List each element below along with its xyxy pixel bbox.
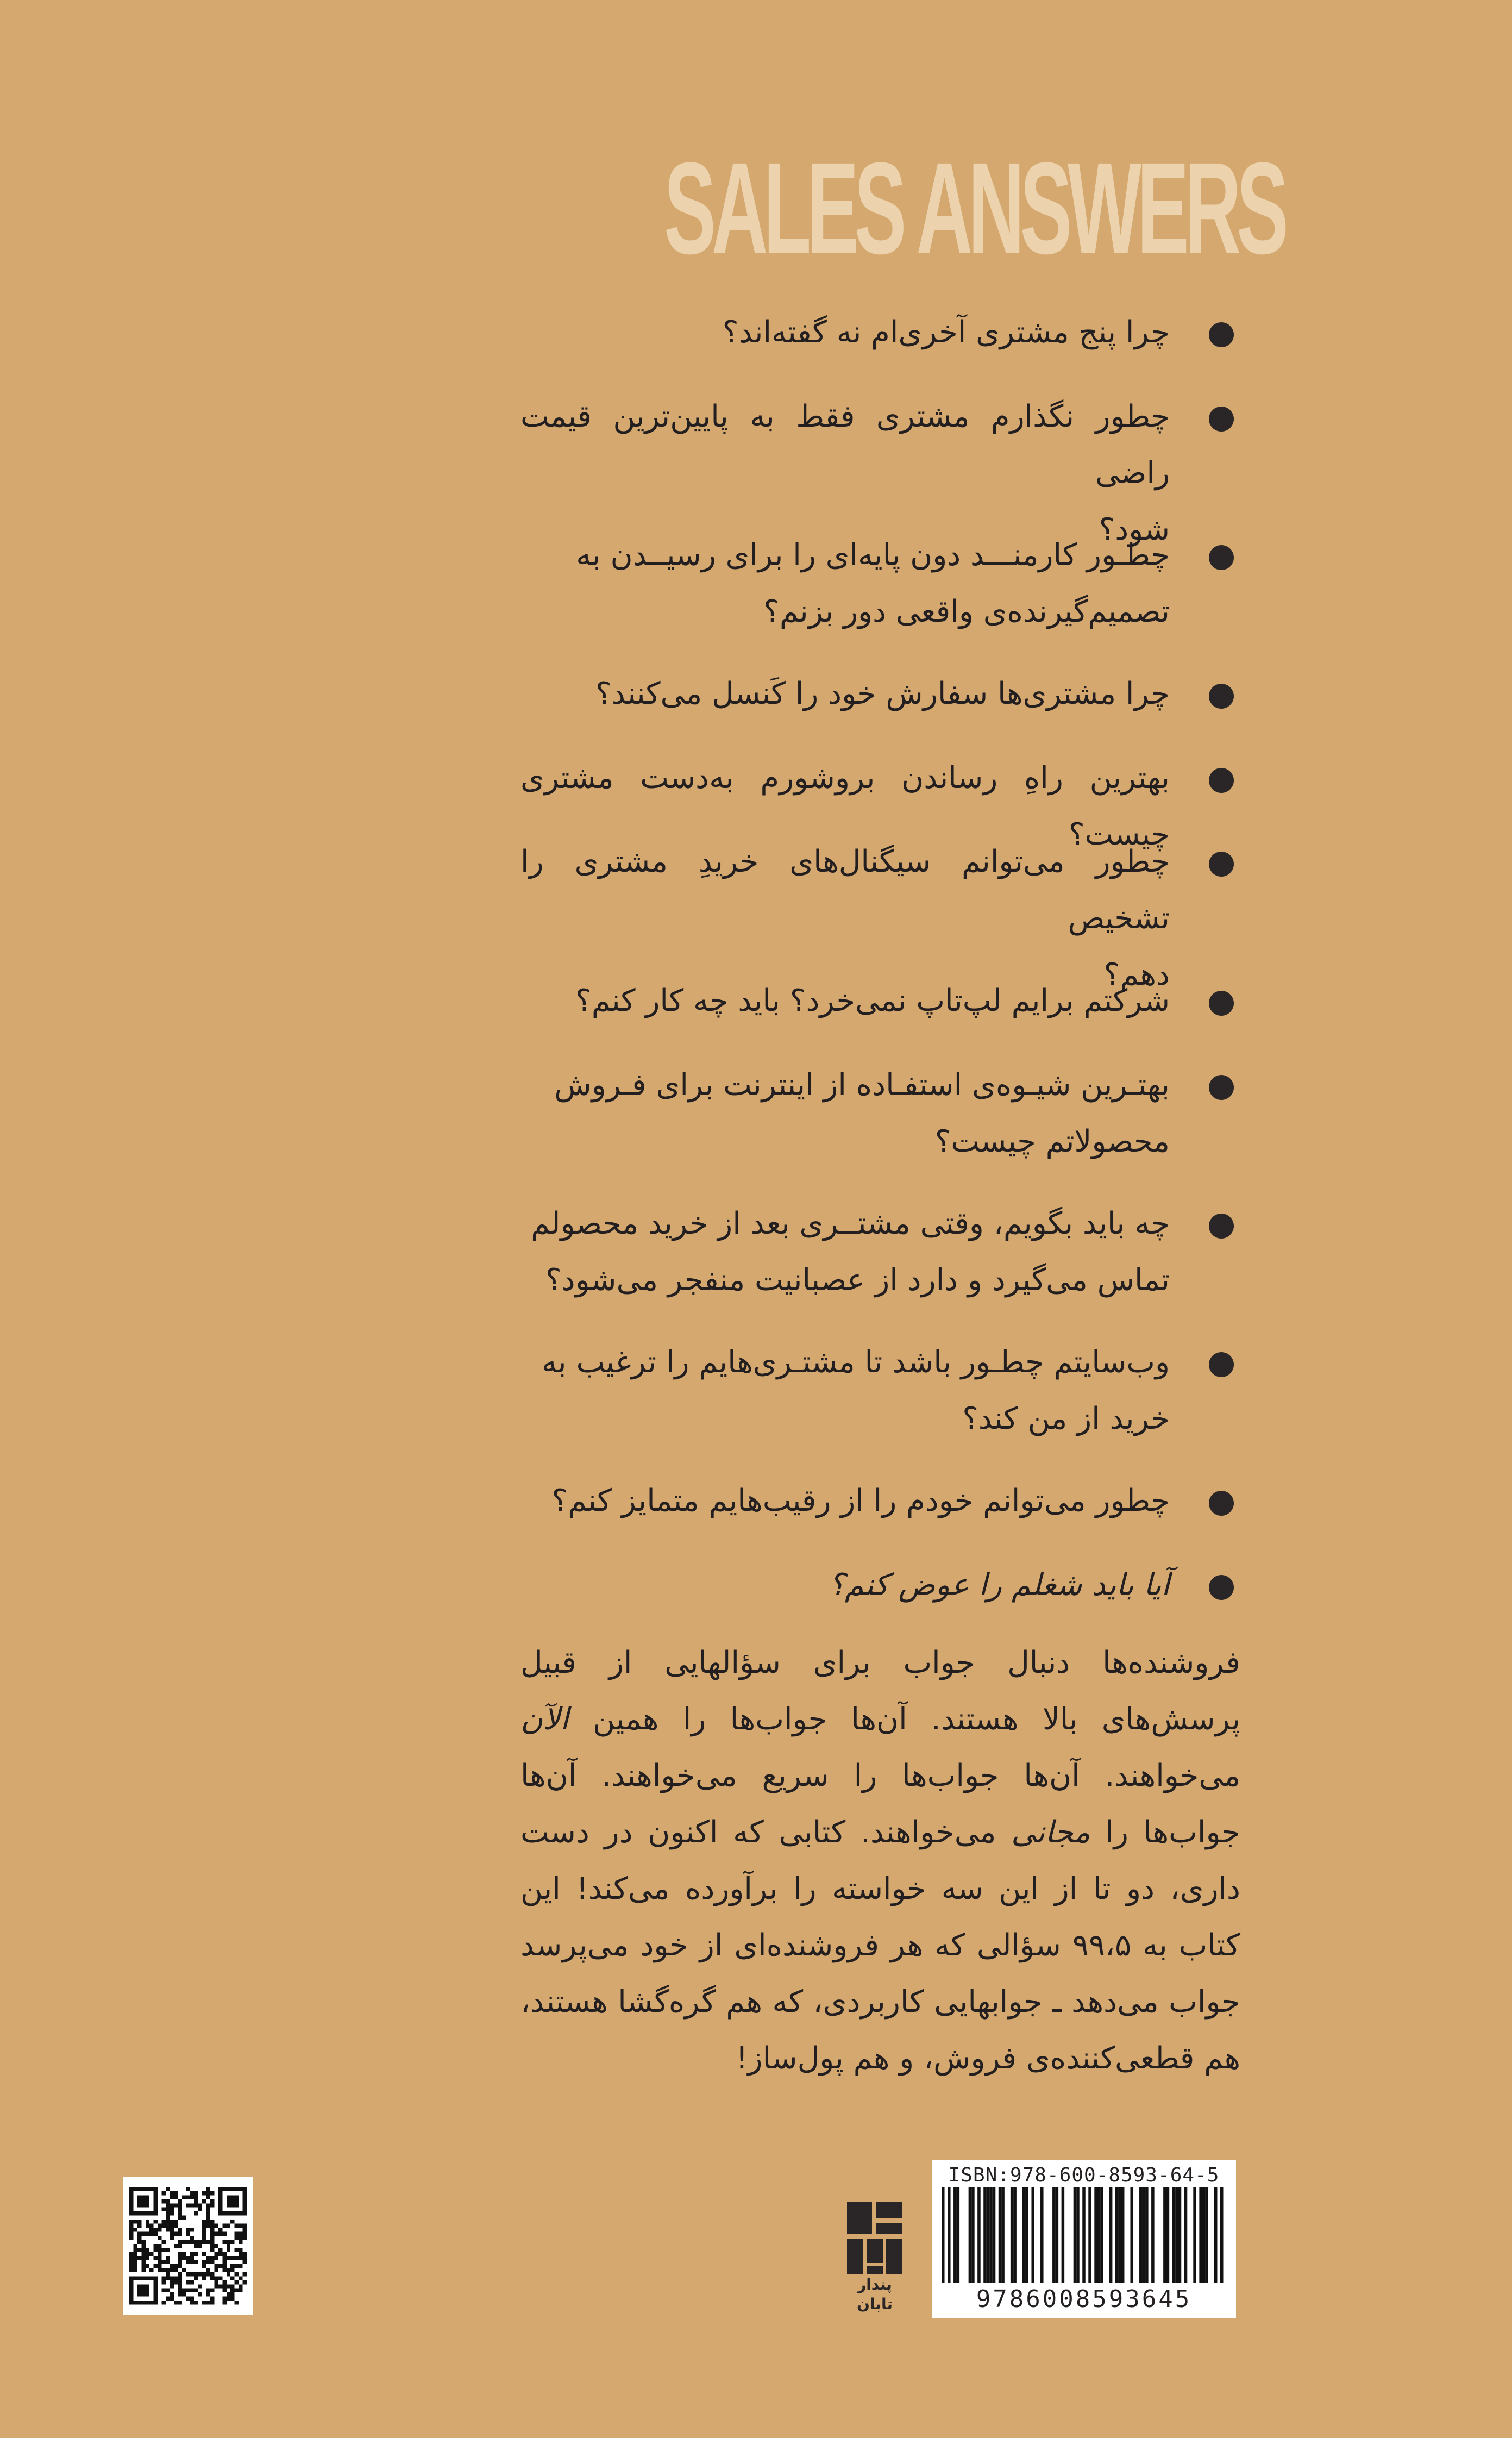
question-item: چطور می‌توانم خودم را از رقیب‌هایم متمایز کنم؟	[551, 1483, 1170, 1518]
bullet-icon	[1209, 1491, 1234, 1516]
question-item: آیا باید شغلم را عوض کنم؟	[829, 1567, 1170, 1603]
bullet-icon	[1209, 545, 1234, 570]
publisher-logo-icon	[845, 2200, 905, 2276]
bullet-icon	[1209, 768, 1234, 793]
bullet-icon	[1209, 991, 1234, 1016]
qr-code-icon	[123, 2177, 253, 2315]
question-item: چطور می‌توانم سیگنال‌های خریدِ مشتری را تشخیص دهم؟	[520, 844, 1170, 992]
bullet-icon	[1209, 1575, 1234, 1600]
bullet-icon	[1209, 852, 1234, 877]
bullet-icon	[1209, 407, 1234, 432]
question-item: چه باید بگویم، وقتی مشتــری بعد از خرید محصولم تماس می‌گیرد و دارد از عصبانیت منفجر می‌شود؟	[531, 1206, 1170, 1298]
question-item: چرا مشتری‌ها سفارش خود را کَنسل می‌کنند؟	[595, 676, 1170, 711]
question-item: شرکتم برایم لپ‌تاپ نمی‌خرد؟ باید چه کار کنم؟	[575, 983, 1170, 1018]
barcode-bars	[942, 2187, 1226, 2283]
publisher-logo	[845, 2200, 905, 2313]
bullet-icon	[1209, 684, 1234, 709]
publisher-name: پندار تابان	[857, 2276, 893, 2313]
barcode-digits: 9786008593645	[976, 2285, 1192, 2313]
question-item: بهتـرین شیـوه‌ی استفـاده از اینترنت برای فـروش محصولاتم چیست؟	[554, 1067, 1170, 1159]
question-item: چرا پنج مشتری آخری‌ام نه گفته‌اند؟	[722, 315, 1170, 350]
description-paragraph: فروشنده‌ها دنبال جواب برای سؤالهایی از قبیل پرسش‌های بالا هستند. آن‌ها جواب‌ها را همین الآن می‌خواهند. آن‌ها جواب‌ها را سریع می‌خواهند. آن‌ها جواب‌ها را مجانی می‌خواهند. کتابی که اکنون در دست داری، دو تا از این سه خواسته را برآورده می‌کند! این کتاب به ۹۹،۵ سؤالی که هر فروشنده‌ای از خود می‌پرسد جواب می‌دهد ـ جوابهایی کاربردی، که هم گره‌گشا هستند، هم قطعی‌کننده‌ی فروش، و هم پول‌ساز!	[520, 1645, 1240, 2076]
cover-title: SALES ANSWERS	[664, 135, 1284, 281]
question-item: وب‌سایتم چطـور باشد تا مشتـری‌هایم را ترغیب به خرید از من کند؟	[542, 1345, 1170, 1436]
isbn-label: ISBN:978-600-8593-64-5	[948, 2164, 1220, 2186]
question-item: بهترین راهِ رساندن بروشورم به‌دست مشتری چیست؟	[520, 760, 1170, 852]
bullet-icon	[1209, 1075, 1234, 1100]
bullet-icon	[1209, 1214, 1234, 1239]
bullet-icon	[1209, 1352, 1234, 1377]
question-item: چطـور کارمنـــد دون پایه‌ای را برای رسیــدن به تصمیم‌گیرنده‌ی واقعی دور بزنم؟	[576, 537, 1170, 629]
bullet-icon	[1209, 322, 1234, 347]
isbn-barcode	[932, 2160, 1236, 2318]
question-item: چطور نگذارم مشتری فقط به پایین‌ترین قیمت راضی شود؟	[520, 399, 1170, 547]
